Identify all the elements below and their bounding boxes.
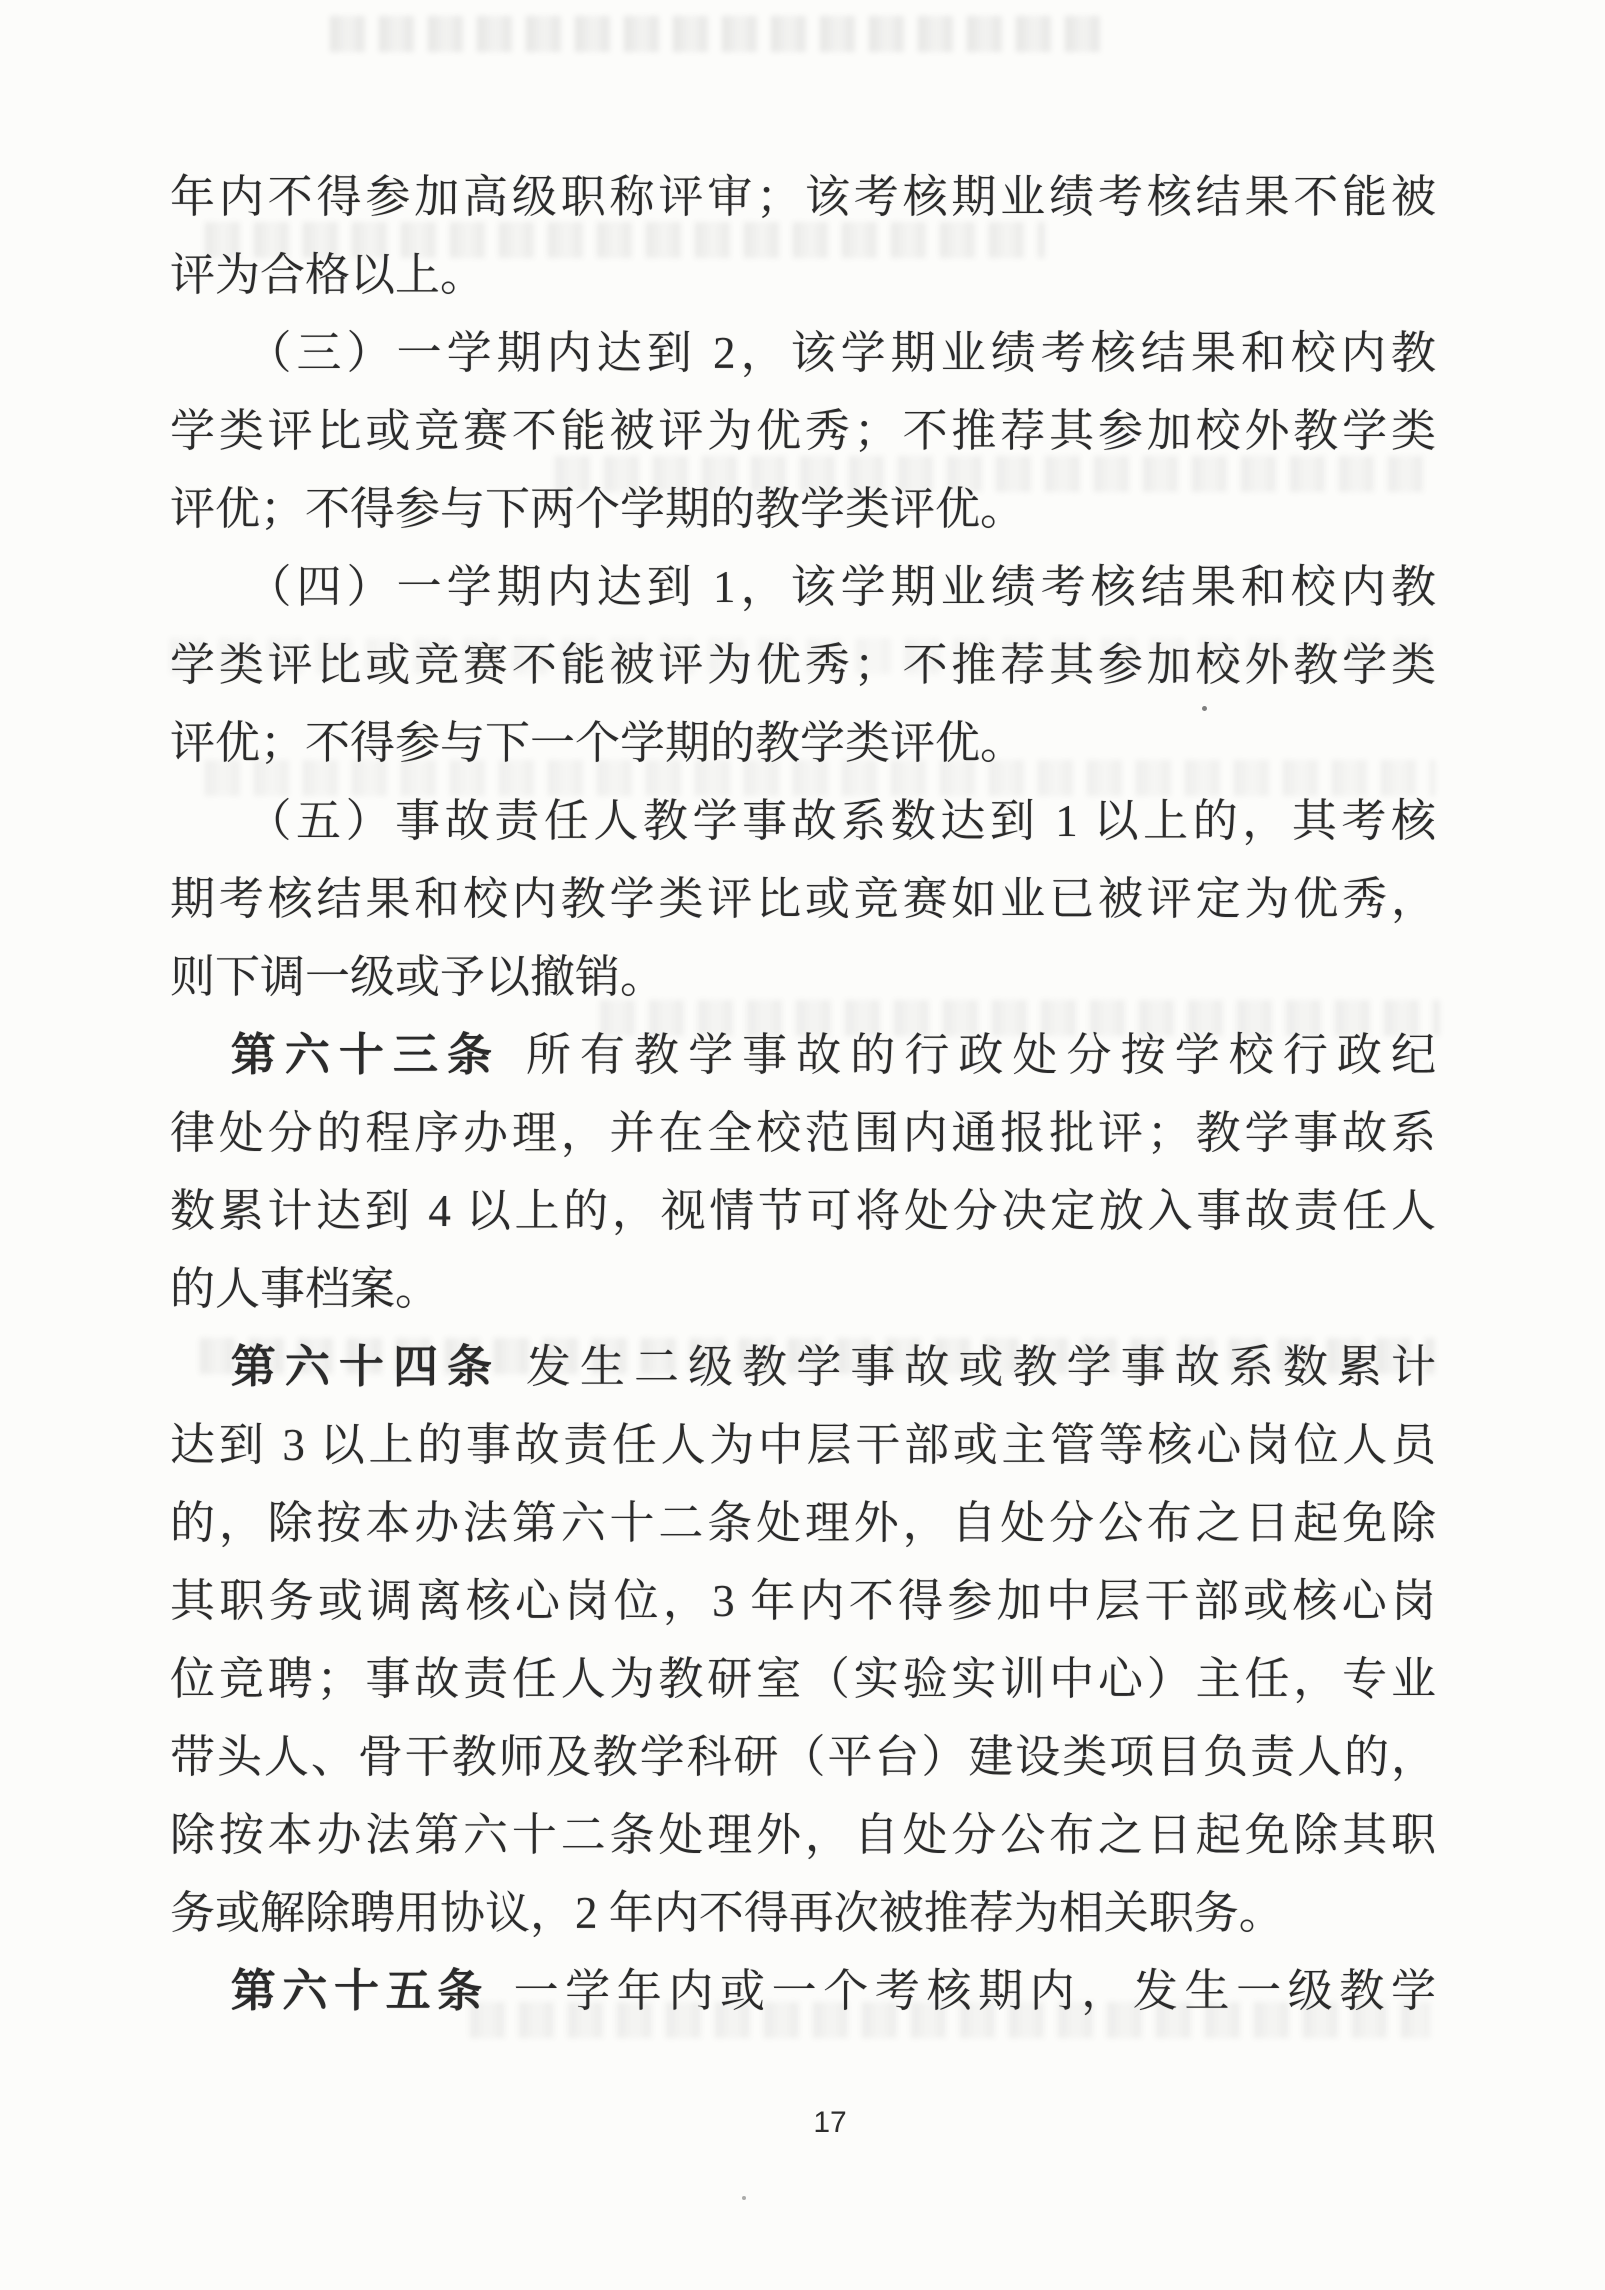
doc-line xyxy=(170,314,1436,392)
doc-line xyxy=(170,1718,1436,1796)
line-text: （四）一学期内达到 1，该学期业绩考核结果和校内教 xyxy=(246,562,1436,612)
doc-line xyxy=(170,470,1436,548)
line-text: 所有教学事故的行政处分按学校行政纪 xyxy=(525,1030,1436,1080)
doc-line xyxy=(170,1094,1436,1172)
doc-line xyxy=(170,1328,1436,1406)
line-text: 位竞聘；事故责任人为教研室（实验实训中心）主任，专业 xyxy=(170,1654,1436,1704)
line-text: 数累计达到 4 以上的，视情节可将处分决定放入事故责任人 xyxy=(170,1186,1436,1236)
doc-line xyxy=(170,1016,1436,1094)
doc-line xyxy=(170,392,1436,470)
doc-line xyxy=(170,1172,1436,1250)
doc-line xyxy=(170,1640,1436,1718)
doc-line xyxy=(170,236,1436,314)
doc-line xyxy=(170,704,1436,782)
doc-line xyxy=(170,548,1436,626)
line-text: 达到 3 以上的事故责任人为中层干部或主管等核心岗位人员 xyxy=(170,1420,1436,1470)
doc-line xyxy=(170,1484,1436,1562)
line-text: （五）事故责任人教学事故系数达到 1 以上的，其考核 xyxy=(246,796,1436,846)
doc-line xyxy=(170,1952,1436,2030)
line-text: 其职务或调离核心岗位，3 年内不得参加中层干部或核心岗 xyxy=(170,1576,1436,1626)
doc-line xyxy=(170,1250,1436,1328)
line-text: 除按本办法第六十二条处理外，自处分公布之日起免除其职 xyxy=(170,1810,1436,1860)
doc-line xyxy=(170,860,1436,938)
article-heading: 第六十五条 xyxy=(230,1966,489,2016)
article-heading: 第六十四条 xyxy=(230,1342,502,1392)
line-text: 学类评比或竞赛不能被评为优秀；不推荐其参加校外教学类 xyxy=(170,406,1436,456)
bleed-through-smudge xyxy=(330,16,1110,52)
line-text: 发生二级教学事故或教学事故系数累计 xyxy=(525,1342,1436,1392)
line-text: 年内不得参加高级职称评审；该考核期业绩考核结果不能被 xyxy=(170,172,1436,222)
line-text: 评优；不得参与下一个学期的教学类评优。 xyxy=(170,718,1026,768)
line-text: 评优；不得参与下两个学期的教学类评优。 xyxy=(170,484,1026,534)
doc-line xyxy=(170,158,1436,236)
doc-line xyxy=(170,938,1436,1016)
ink-speck xyxy=(742,2196,746,2200)
doc-line xyxy=(170,1562,1436,1640)
line-text: 的人事档案。 xyxy=(170,1264,441,1314)
doc-line xyxy=(170,1874,1436,1952)
line-text: （三）一学期内达到 2，该学期业绩考核结果和校内教 xyxy=(246,328,1436,378)
line-text: 则下调一级或予以撤销。 xyxy=(170,952,666,1002)
line-text: 带头人、骨干教师及教学科研（平台）建设类项目负责人的， xyxy=(170,1732,1436,1782)
doc-line xyxy=(170,1406,1436,1484)
doc-line xyxy=(170,626,1436,704)
text-column xyxy=(170,158,1436,2030)
line-text: 评为合格以上。 xyxy=(170,250,486,300)
page-number: 17 xyxy=(813,2106,847,2139)
line-text: 学类评比或竞赛不能被评为优秀；不推荐其参加校外教学类 xyxy=(170,640,1436,690)
line-text: 一学年内或一个考核期内，发生一级教学 xyxy=(513,1966,1436,2016)
line-text: 务或解除聘用协议，2 年内不得再次被推荐为相关职务。 xyxy=(170,1888,1284,1938)
doc-line xyxy=(170,1796,1436,1874)
line-text: 期考核结果和校内教学类评比或竞赛如业已被评定为优秀， xyxy=(170,874,1436,924)
doc-line xyxy=(170,782,1436,860)
line-text: 律处分的程序办理，并在全校范围内通报批评；教学事故系 xyxy=(170,1108,1436,1158)
article-heading: 第六十三条 xyxy=(230,1030,502,1080)
line-text: 的，除按本办法第六十二条处理外，自处分公布之日起免除 xyxy=(170,1498,1436,1548)
